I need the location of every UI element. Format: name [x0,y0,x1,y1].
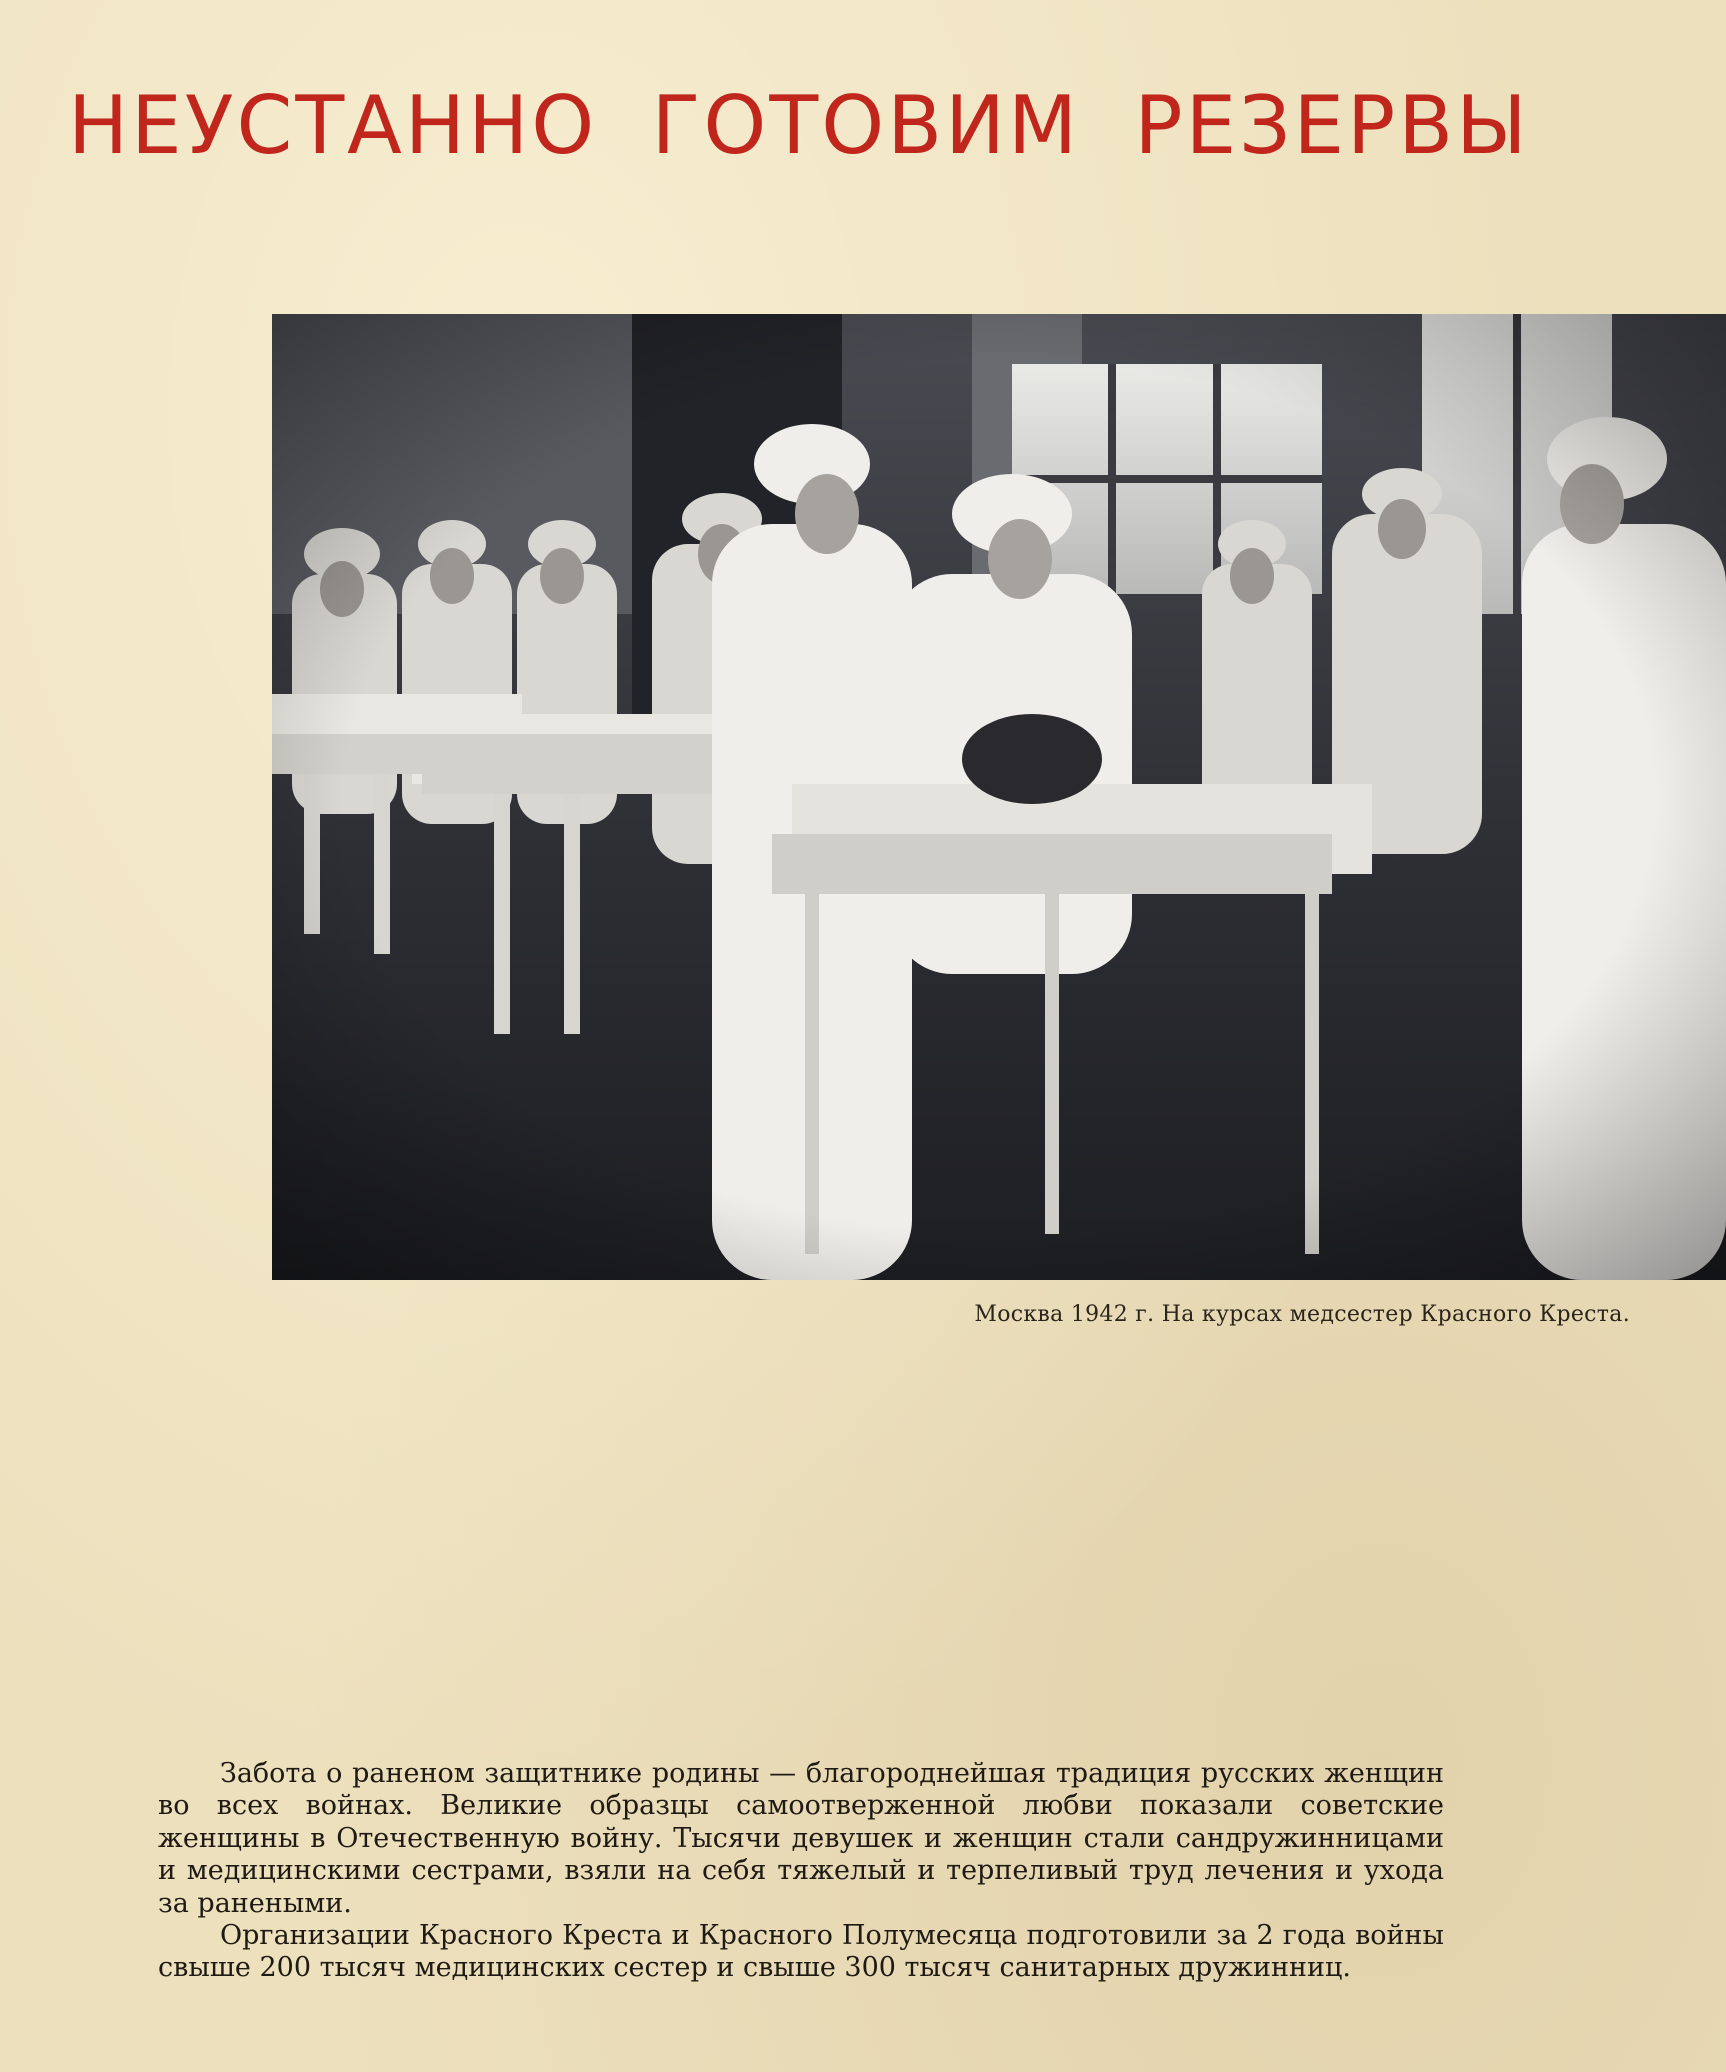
paragraph-1: Забота о раненом защитнике родины — благороднейшая традиция русских женщин во всех войнах. Великие образцы самоотверженной любви показали советские женщины в Отечественную войну. Тысячи девушек и женщин стали сандружинницами и медицинскими сестрами, взяли на себя тяжелый и терпеливый труд лечения и ухода за ранеными. [158,1758,1444,1919]
page-title: НЕУСТАННО ГОТОВИМ РЕЗЕРВЫ [68,79,1530,172]
article-text [158,1758,1444,1985]
photo-nurses-training [272,314,1726,1280]
paragraph-2: Организации Красного Креста и Красного Полумесяца подготовили за 2 года войны свыше 200 тысяч медицинских сестер и свыше 300 тысяч санитарных дружинниц. [158,1920,1444,1984]
photo-caption: Москва 1942 г. На курсах медсестер Красного Креста. [974,1302,1630,1327]
photo-illustration [272,314,1726,1280]
